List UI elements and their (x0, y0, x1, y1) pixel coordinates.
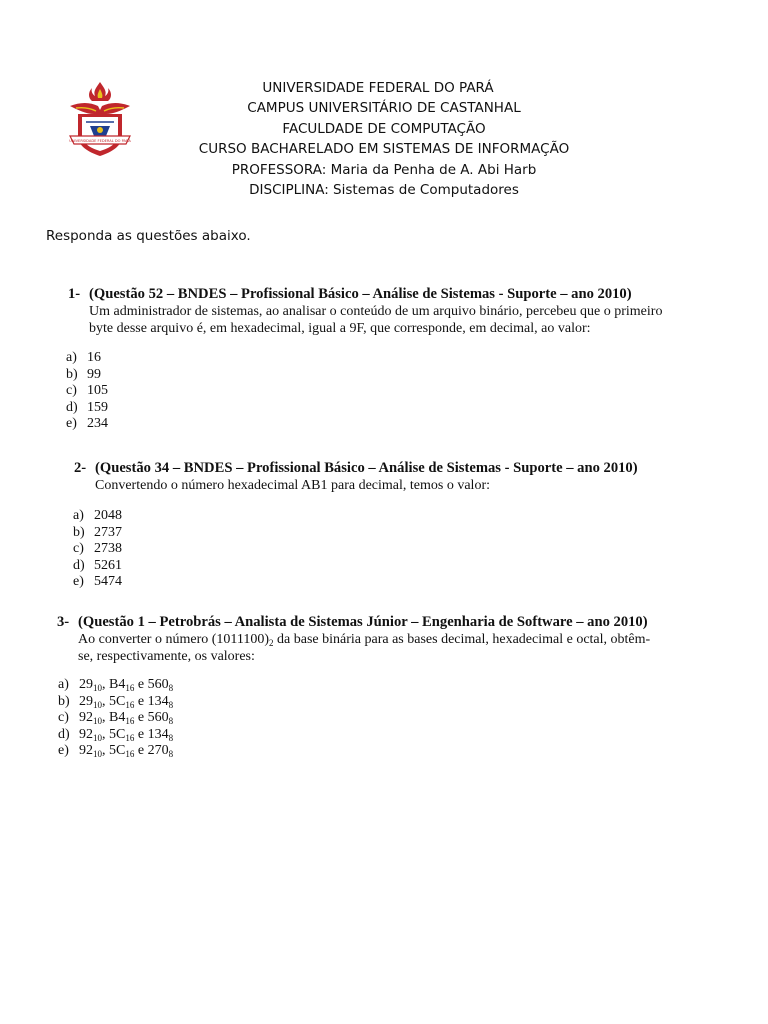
question-title (57, 614, 650, 631)
conjunction: e (134, 726, 148, 742)
base-subscript: 8 (168, 699, 174, 710)
question-heading: (Questão 34 – BNDES – Profissional Básico – Análise de Sistemas - Suporte – ano 2010) (95, 460, 638, 476)
question-number: 1- (68, 286, 81, 302)
decimal-value: 29 (79, 693, 93, 709)
option-letter: d) (73, 557, 85, 573)
option-letter: c) (73, 541, 84, 557)
base-subscript: 16 (125, 732, 135, 743)
question-2 (74, 460, 638, 591)
answer-option (66, 367, 660, 384)
option-letter: e) (66, 416, 77, 432)
answer-options (73, 508, 637, 591)
option-value: 234 (87, 416, 108, 432)
answer-option (58, 743, 651, 760)
option-letter: d) (58, 726, 70, 742)
octal-value: 560 (147, 710, 169, 726)
option-letter: b) (73, 524, 85, 540)
option-value: 5474 (94, 574, 122, 590)
question-text-line (57, 631, 650, 648)
answer-option (73, 508, 637, 525)
answer-option (58, 727, 651, 744)
base-subscript: 16 (125, 749, 135, 760)
decimal-value: 92 (79, 726, 93, 742)
option-letter: c) (66, 383, 77, 399)
option-value: 5261 (94, 557, 122, 573)
answer-option (58, 710, 651, 727)
option-value: $29_{10}$, $5C_{16}$ e $134_8$ (79, 693, 174, 710)
option-value: $29_{10}$, $B4_{16}$ e $560_8$ (79, 677, 174, 693)
base-subscript: 10 (93, 683, 102, 693)
question-title (68, 286, 662, 303)
answer-option (66, 350, 660, 367)
base-subscript: 16 (125, 716, 135, 727)
octal-value: 560 (147, 677, 169, 692)
option-letter: e) (73, 574, 84, 590)
option-letter: a) (73, 508, 84, 523)
base-subscript: 16 (125, 683, 135, 693)
hex-value: 5C (109, 726, 126, 742)
base-subscript: 10 (93, 699, 102, 710)
answer-option (58, 677, 651, 694)
conjunction: e (134, 693, 148, 709)
conjunction: e (134, 677, 148, 692)
header-discipline: DISCIPLINA: Sistemas de Computadores (249, 182, 519, 199)
option-letter: b) (58, 693, 70, 709)
base-subscript: 8 (168, 749, 174, 760)
text-segment: Ao converter o número (1011100) (78, 632, 270, 647)
octal-value: 134 (147, 726, 169, 742)
binary-base-subscript: 2 (269, 638, 274, 648)
option-value: 2738 (94, 541, 122, 557)
question-3 (57, 614, 650, 760)
instructions: Responda as questões abaixo. (46, 228, 251, 244)
octal-value: 134 (147, 693, 169, 709)
question-text-line: byte desse arquivo é, em hexadecimal, igual a 9F, que corresponde, em decimal, ao valor: (89, 321, 591, 336)
header-university: UNIVERSIDADE FEDERAL DO PARÁ (262, 80, 494, 96)
header-course: CURSO BACHARELADO EM SISTEMAS DE INFORMAÇÃO (198, 141, 570, 158)
answer-option (73, 525, 637, 542)
base-subscript: 10 (93, 732, 102, 743)
header-campus: CAMPUS UNIVERSITÁRIO DE CASTANHAL (247, 100, 521, 117)
question-heading: (Questão 52 – BNDES – Profissional Básico – Análise de Sistemas - Suporte – ano 2010) (89, 286, 632, 302)
answer-options (66, 350, 660, 433)
header-professor: PROFESSORA: Maria da Penha de A. Abi Harb (231, 161, 537, 178)
seal-banner-text: UNIVERSIDADE FEDERAL DO PARÁ (69, 139, 131, 143)
answer-option (66, 416, 660, 433)
base-subscript: 16 (125, 699, 135, 710)
option-value: 99 (87, 366, 101, 382)
answer-option (73, 541, 637, 558)
option-letter: a) (58, 677, 69, 692)
answer-option (73, 558, 637, 575)
option-value: 16 (87, 350, 101, 365)
base-subscript: 10 (93, 716, 102, 727)
option-value: 159 (87, 399, 108, 415)
base-subscript: 10 (93, 749, 102, 760)
base-subscript: 8 (168, 732, 174, 743)
text-segment: da base binária para as bases decimal, hexadecimal e octal, obtêm- (273, 632, 651, 647)
option-value: $92_{10}$, $5C_{16}$ e $270_8$ (79, 743, 174, 760)
base-subscript: 8 (168, 683, 174, 693)
option-letter: c) (58, 710, 69, 726)
answer-options (58, 677, 651, 760)
answer-option (66, 400, 660, 417)
option-letter: a) (66, 350, 77, 365)
option-value: $92_{10}$, $5C_{16}$ e $134_8$ (79, 726, 174, 743)
option-letter: d) (66, 399, 78, 415)
option-value: 2048 (94, 508, 122, 523)
question-number: 2- (74, 460, 87, 476)
option-letter: b) (66, 366, 78, 382)
question-1 (68, 286, 662, 433)
option-letter: e) (58, 743, 69, 759)
question-number: 3- (57, 614, 70, 630)
header-faculty: FACULDADE DE COMPUTAÇÃO (282, 120, 486, 137)
hex-value: B4 (109, 677, 126, 692)
question-title (74, 460, 638, 477)
conjunction: e (134, 710, 148, 726)
hex-value: 5C (109, 743, 126, 759)
decimal-value: 29 (79, 677, 93, 692)
base-subscript: 8 (168, 716, 174, 727)
answer-option (73, 574, 637, 591)
question-heading: (Questão 1 – Petrobrás – Analista de Sistemas Júnior – Engenharia de Software – ano 2010) (78, 614, 648, 630)
question-text-line: Convertendo o número hexadecimal AB1 para decimal, temos o valor: (95, 478, 490, 493)
decimal-value: 92 (79, 743, 93, 759)
option-value: 2737 (94, 524, 122, 540)
question-text-line: se, respectivamente, os valores: (78, 649, 255, 664)
hex-value: B4 (109, 710, 126, 726)
octal-value: 270 (147, 743, 169, 759)
option-value: $92_{10}$, $B4_{16}$ e $560_8$ (79, 710, 174, 727)
question-text-line: Um administrador de sistemas, ao analisar o conteúdo de um arquivo binário, percebeu que o primeiro (89, 304, 663, 319)
decimal-value: 92 (79, 710, 93, 726)
answer-option (66, 383, 660, 400)
hex-value: 5C (109, 693, 126, 709)
option-value: 105 (87, 383, 108, 399)
conjunction: e (134, 743, 148, 759)
answer-option (58, 694, 651, 711)
document-header (0, 78, 768, 200)
